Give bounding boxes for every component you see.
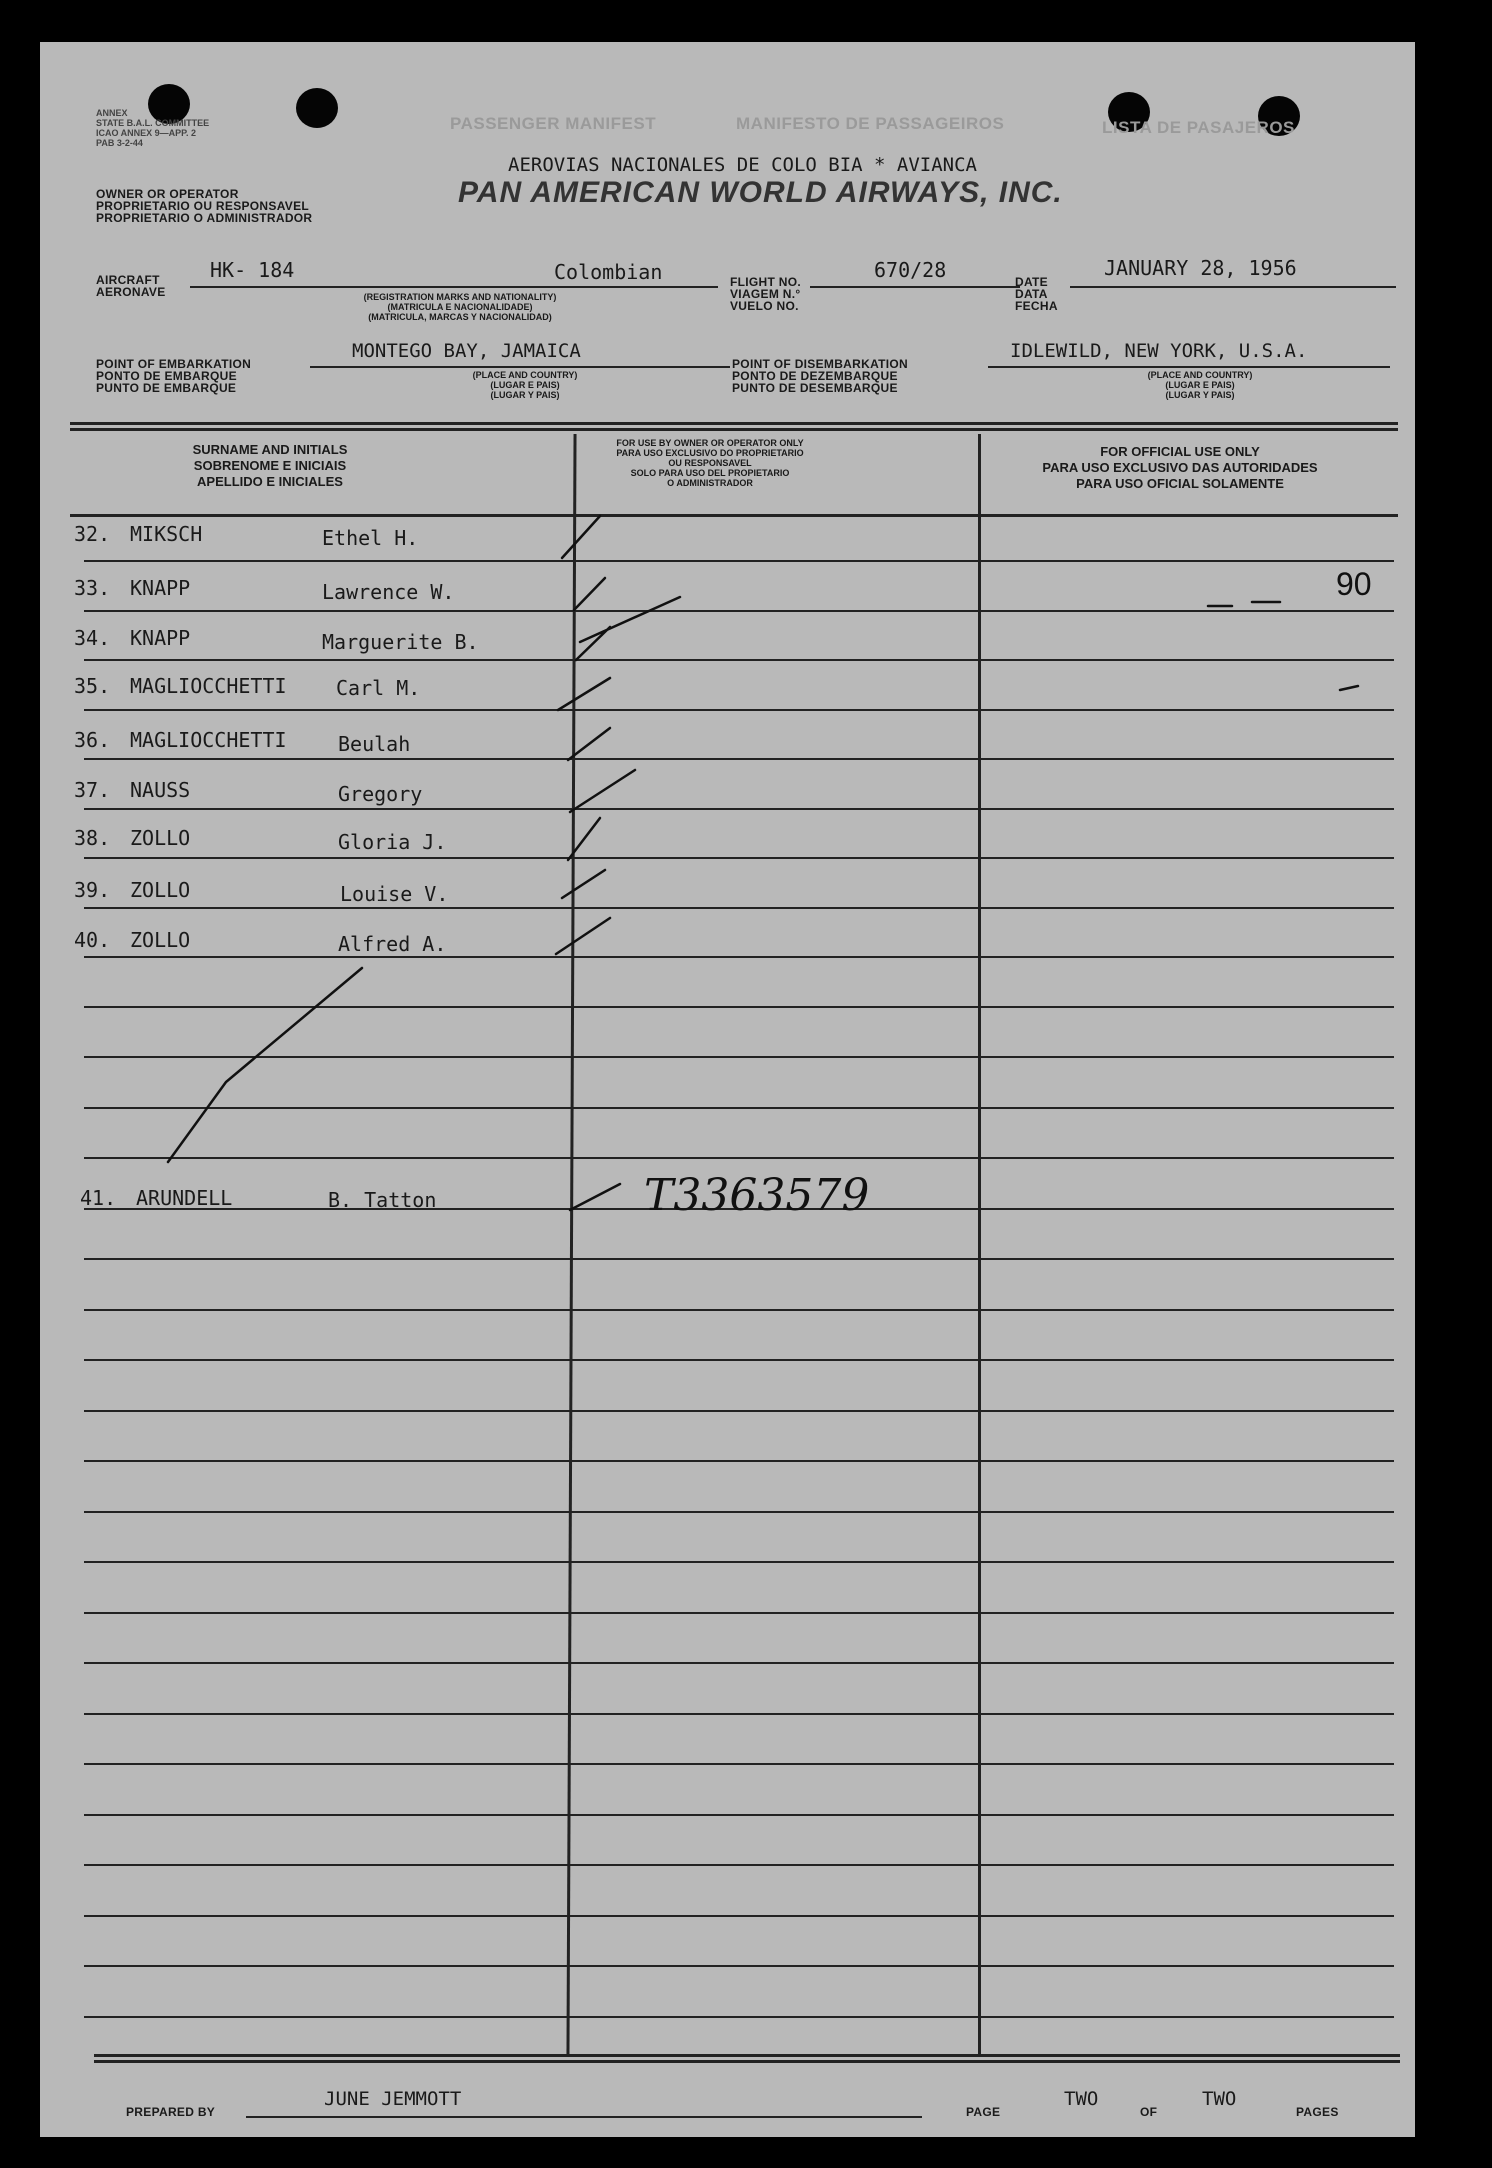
passenger-given: Louise V.	[340, 882, 449, 906]
title-en: PASSENGER MANIFEST	[450, 114, 657, 133]
passenger-number: 40.	[74, 928, 111, 952]
passenger-number: 36.	[74, 728, 111, 752]
date-label: DATE DATA FECHA	[1015, 275, 1058, 313]
prepared-underline	[246, 2116, 922, 2118]
passenger-surname: MIKSCH	[130, 522, 203, 546]
void-stroke	[168, 968, 362, 1162]
passenger-number: 35.	[74, 674, 111, 698]
embark-label: POINT OF EMBARKATION PONTO DE EMBARQUE PUNTO DE EMBARQUE	[96, 357, 252, 395]
check-mark	[576, 597, 680, 660]
passenger-surname: MAGLIOCCHETTI	[130, 674, 287, 698]
passenger-surname: KNAPP	[130, 626, 191, 650]
disembark-value: IDLEWILD, NEW YORK, U.S.A.	[1010, 340, 1308, 362]
passenger-number: 41.	[80, 1186, 117, 1210]
page-label: PAGE	[966, 2105, 1001, 2119]
passenger-surname: MAGLIOCCHETTI	[130, 728, 287, 752]
col-header-surname: SURNAME AND INITIALS SOBRENOME E INICIAIS APELLIDO E INICIALES	[192, 442, 348, 489]
passenger-given: Alfred A.	[338, 932, 447, 956]
disembark-label: POINT OF DISEMBARKATION PONTO DE DEZEMBARQUE PUNTO DE DESEMBARQUE	[732, 357, 909, 395]
passenger-surname: KNAPP	[130, 576, 191, 600]
table-bottom-rule	[94, 2054, 1400, 2057]
check-mark	[558, 678, 610, 710]
passenger-given: B. Tatton	[328, 1188, 437, 1212]
operator-typed: AEROVIAS NACIONALES DE COLO BIA * AVIANCA	[508, 154, 977, 176]
flight-value: 670/28	[874, 258, 947, 282]
passenger-surname: ZOLLO	[130, 878, 191, 902]
passenger-given: Gregory	[338, 782, 423, 806]
check-marks	[40, 42, 1415, 2137]
stray-mark	[1340, 686, 1358, 690]
prepared-by-label: PREPARED BY	[126, 2105, 216, 2119]
prepared-by-value: JUNE JEMMOTT	[324, 2088, 462, 2110]
of-label: OF	[1140, 2105, 1158, 2119]
passenger-number: 33.	[74, 576, 111, 600]
check-mark	[570, 1184, 620, 1210]
passenger-given: Beulah	[338, 732, 411, 756]
passenger-number: 39.	[74, 878, 111, 902]
passenger-given: Marguerite B.	[322, 630, 479, 654]
passenger-surname: ARUNDELL	[136, 1186, 233, 1210]
passenger-number: 38.	[74, 826, 111, 850]
embark-place-caption: (PLACE AND COUNTRY) (LUGAR E PAIS) (LUGAR Y PAIS)	[472, 370, 578, 400]
check-mark	[570, 770, 635, 812]
operator-printed: PAN AMERICAN WORLD AIRWAYS, INC.	[458, 176, 1063, 209]
check-mark	[568, 728, 610, 760]
of-value: TWO	[1202, 2088, 1237, 2110]
col-header-owner-use: FOR USE BY OWNER OR OPERATOR ONLY PARA USO EXCLUSIVO DO PROPRIETARIO OU RESPONSAVEL SOLO PARA USO DEL PROPIETARIO O ADMINISTRADOR	[616, 438, 804, 488]
page-value: TWO	[1064, 2088, 1099, 2110]
check-mark	[568, 818, 600, 860]
title-es: LISTA DE PASAJEROS	[1102, 118, 1295, 137]
passenger-number: 32.	[74, 522, 111, 546]
check-mark	[574, 578, 605, 610]
disembark-place-caption: (PLACE AND COUNTRY) (LUGAR E PAIS) (LUGAR Y PAIS)	[1147, 370, 1253, 400]
nationality-value: Colombian	[554, 260, 663, 284]
title-pt: MANIFESTO DE PASSAGEIROS	[736, 114, 1005, 133]
official-mark: 90	[1336, 566, 1372, 602]
check-mark	[562, 870, 605, 898]
passenger-given: Carl M.	[336, 676, 421, 700]
stray-mark	[1208, 602, 1280, 606]
passenger-given: Gloria J.	[338, 830, 447, 854]
registration-caption: (REGISTRATION MARKS AND NATIONALITY) (MATRICULA E NACIONALIDADE) (MATRICULA, MARCAS Y NACIONALIDAD)	[363, 292, 557, 322]
owner-operator-label: OWNER OR OPERATOR PROPRIETARIO OU RESPONSAVEL PROPRIETARIO O ADMINISTRADOR	[96, 187, 313, 225]
passenger-surname: ZOLLO	[130, 826, 191, 850]
flight-label: FLIGHT NO. VIAGEM N.° VUELO NO.	[730, 275, 801, 313]
passenger-number: 34.	[74, 626, 111, 650]
pages-label: PAGES	[1296, 2105, 1339, 2119]
check-mark	[562, 516, 600, 558]
passenger-given: Ethel H.	[322, 526, 419, 550]
manifest-sheet	[40, 42, 1415, 2137]
col-header-official: FOR OFFICIAL USE ONLY PARA USO EXCLUSIVO DAS AUTORIDADES PARA USO OFICIAL SOLAMENTE	[1042, 444, 1318, 491]
aircraft-value: HK- 184	[210, 258, 295, 282]
form-reference: ANNEX STATE B.A.L. COMMITTEE ICAO ANNEX 9—APP. 2 PAB 3-2-44	[96, 108, 210, 148]
passenger-given: Lawrence W.	[322, 580, 455, 604]
passenger-surname: ZOLLO	[130, 928, 191, 952]
passenger-number: 37.	[74, 778, 111, 802]
check-mark	[556, 918, 610, 954]
table-bottom-rule	[94, 2060, 1400, 2063]
handwritten-number: T3363579	[644, 1170, 870, 1221]
embark-value: MONTEGO BAY, JAMAICA	[352, 340, 581, 362]
passenger-surname: NAUSS	[130, 778, 191, 802]
date-value: JANUARY 28, 1956	[1104, 256, 1297, 280]
aircraft-label: AIRCRAFT AERONAVE	[96, 273, 166, 299]
